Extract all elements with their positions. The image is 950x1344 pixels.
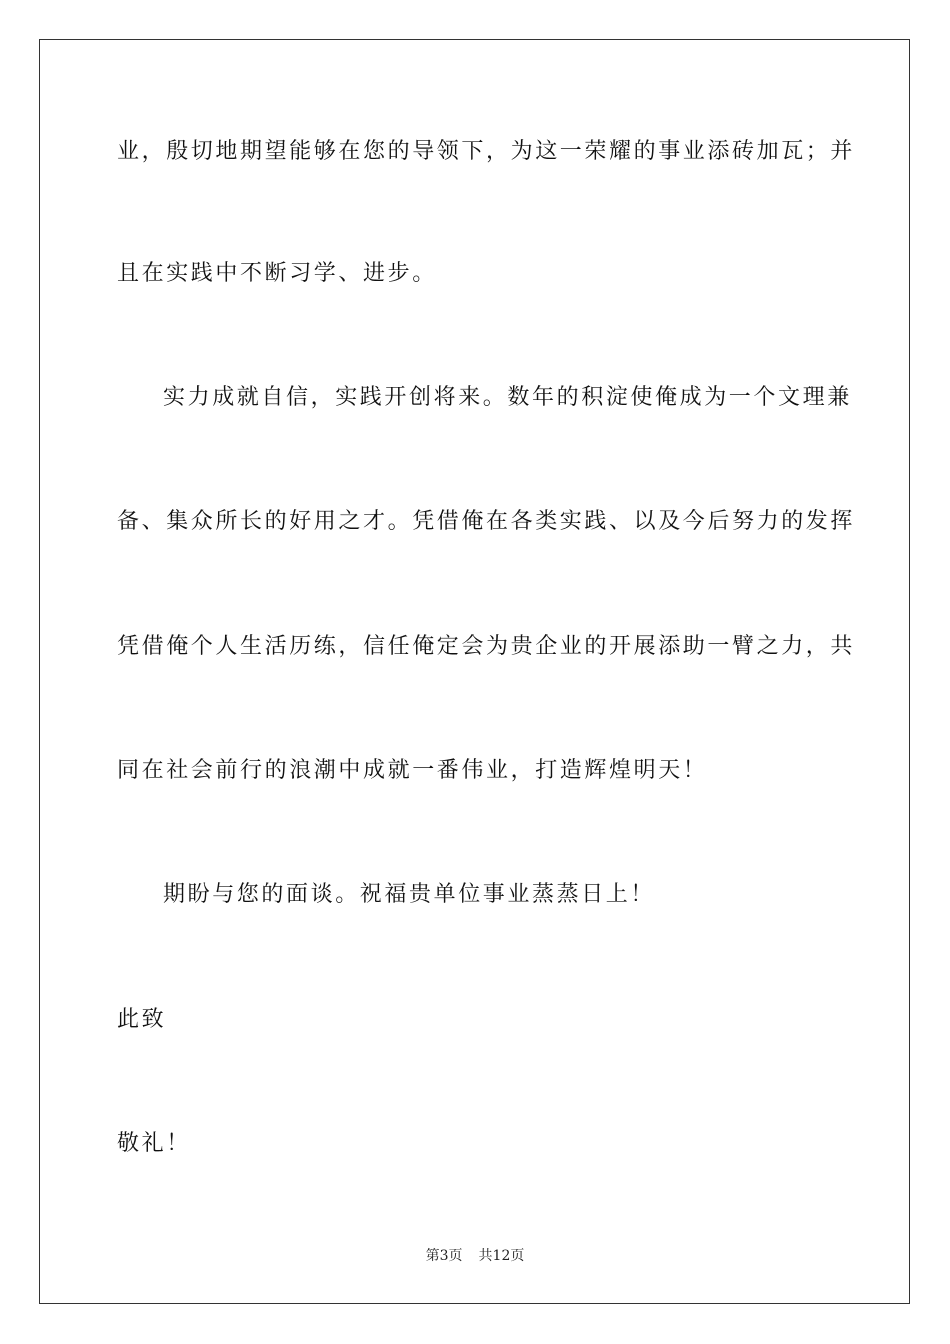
total-pages: 共12页 <box>478 1248 525 1264</box>
body-text-line: 备、集众所长的好用之才。凭借俺在各类实践、以及今后努力的发挥 <box>117 509 856 534</box>
page-border <box>39 39 910 1304</box>
body-text-line: 业，殷切地期望能够在您的导领下，为这一荣耀的事业添砖加瓦；并 <box>117 139 856 164</box>
body-text-line: 凭借俺个人生活历练，信任俺定会为贵企业的开展添助一臂之力，共 <box>117 634 856 659</box>
body-text-line: 同在社会前行的浪潮中成就一番伟业，打造辉煌明天！ <box>117 758 708 783</box>
body-text-line: 期盼与您的面谈。祝福贵单位事业蒸蒸日上！ <box>163 882 656 907</box>
closing-regards: 敬礼！ <box>117 1131 191 1156</box>
closing-salutation: 此致 <box>117 1007 167 1032</box>
body-text-line: 且在实践中不断习学、进步。 <box>117 261 437 286</box>
page-number: 第3页 <box>425 1248 463 1264</box>
page-footer <box>0 1247 950 1265</box>
body-text-line: 实力成就自信，实践开创将来。数年的积淀使俺成为一个文理兼 <box>163 385 852 410</box>
